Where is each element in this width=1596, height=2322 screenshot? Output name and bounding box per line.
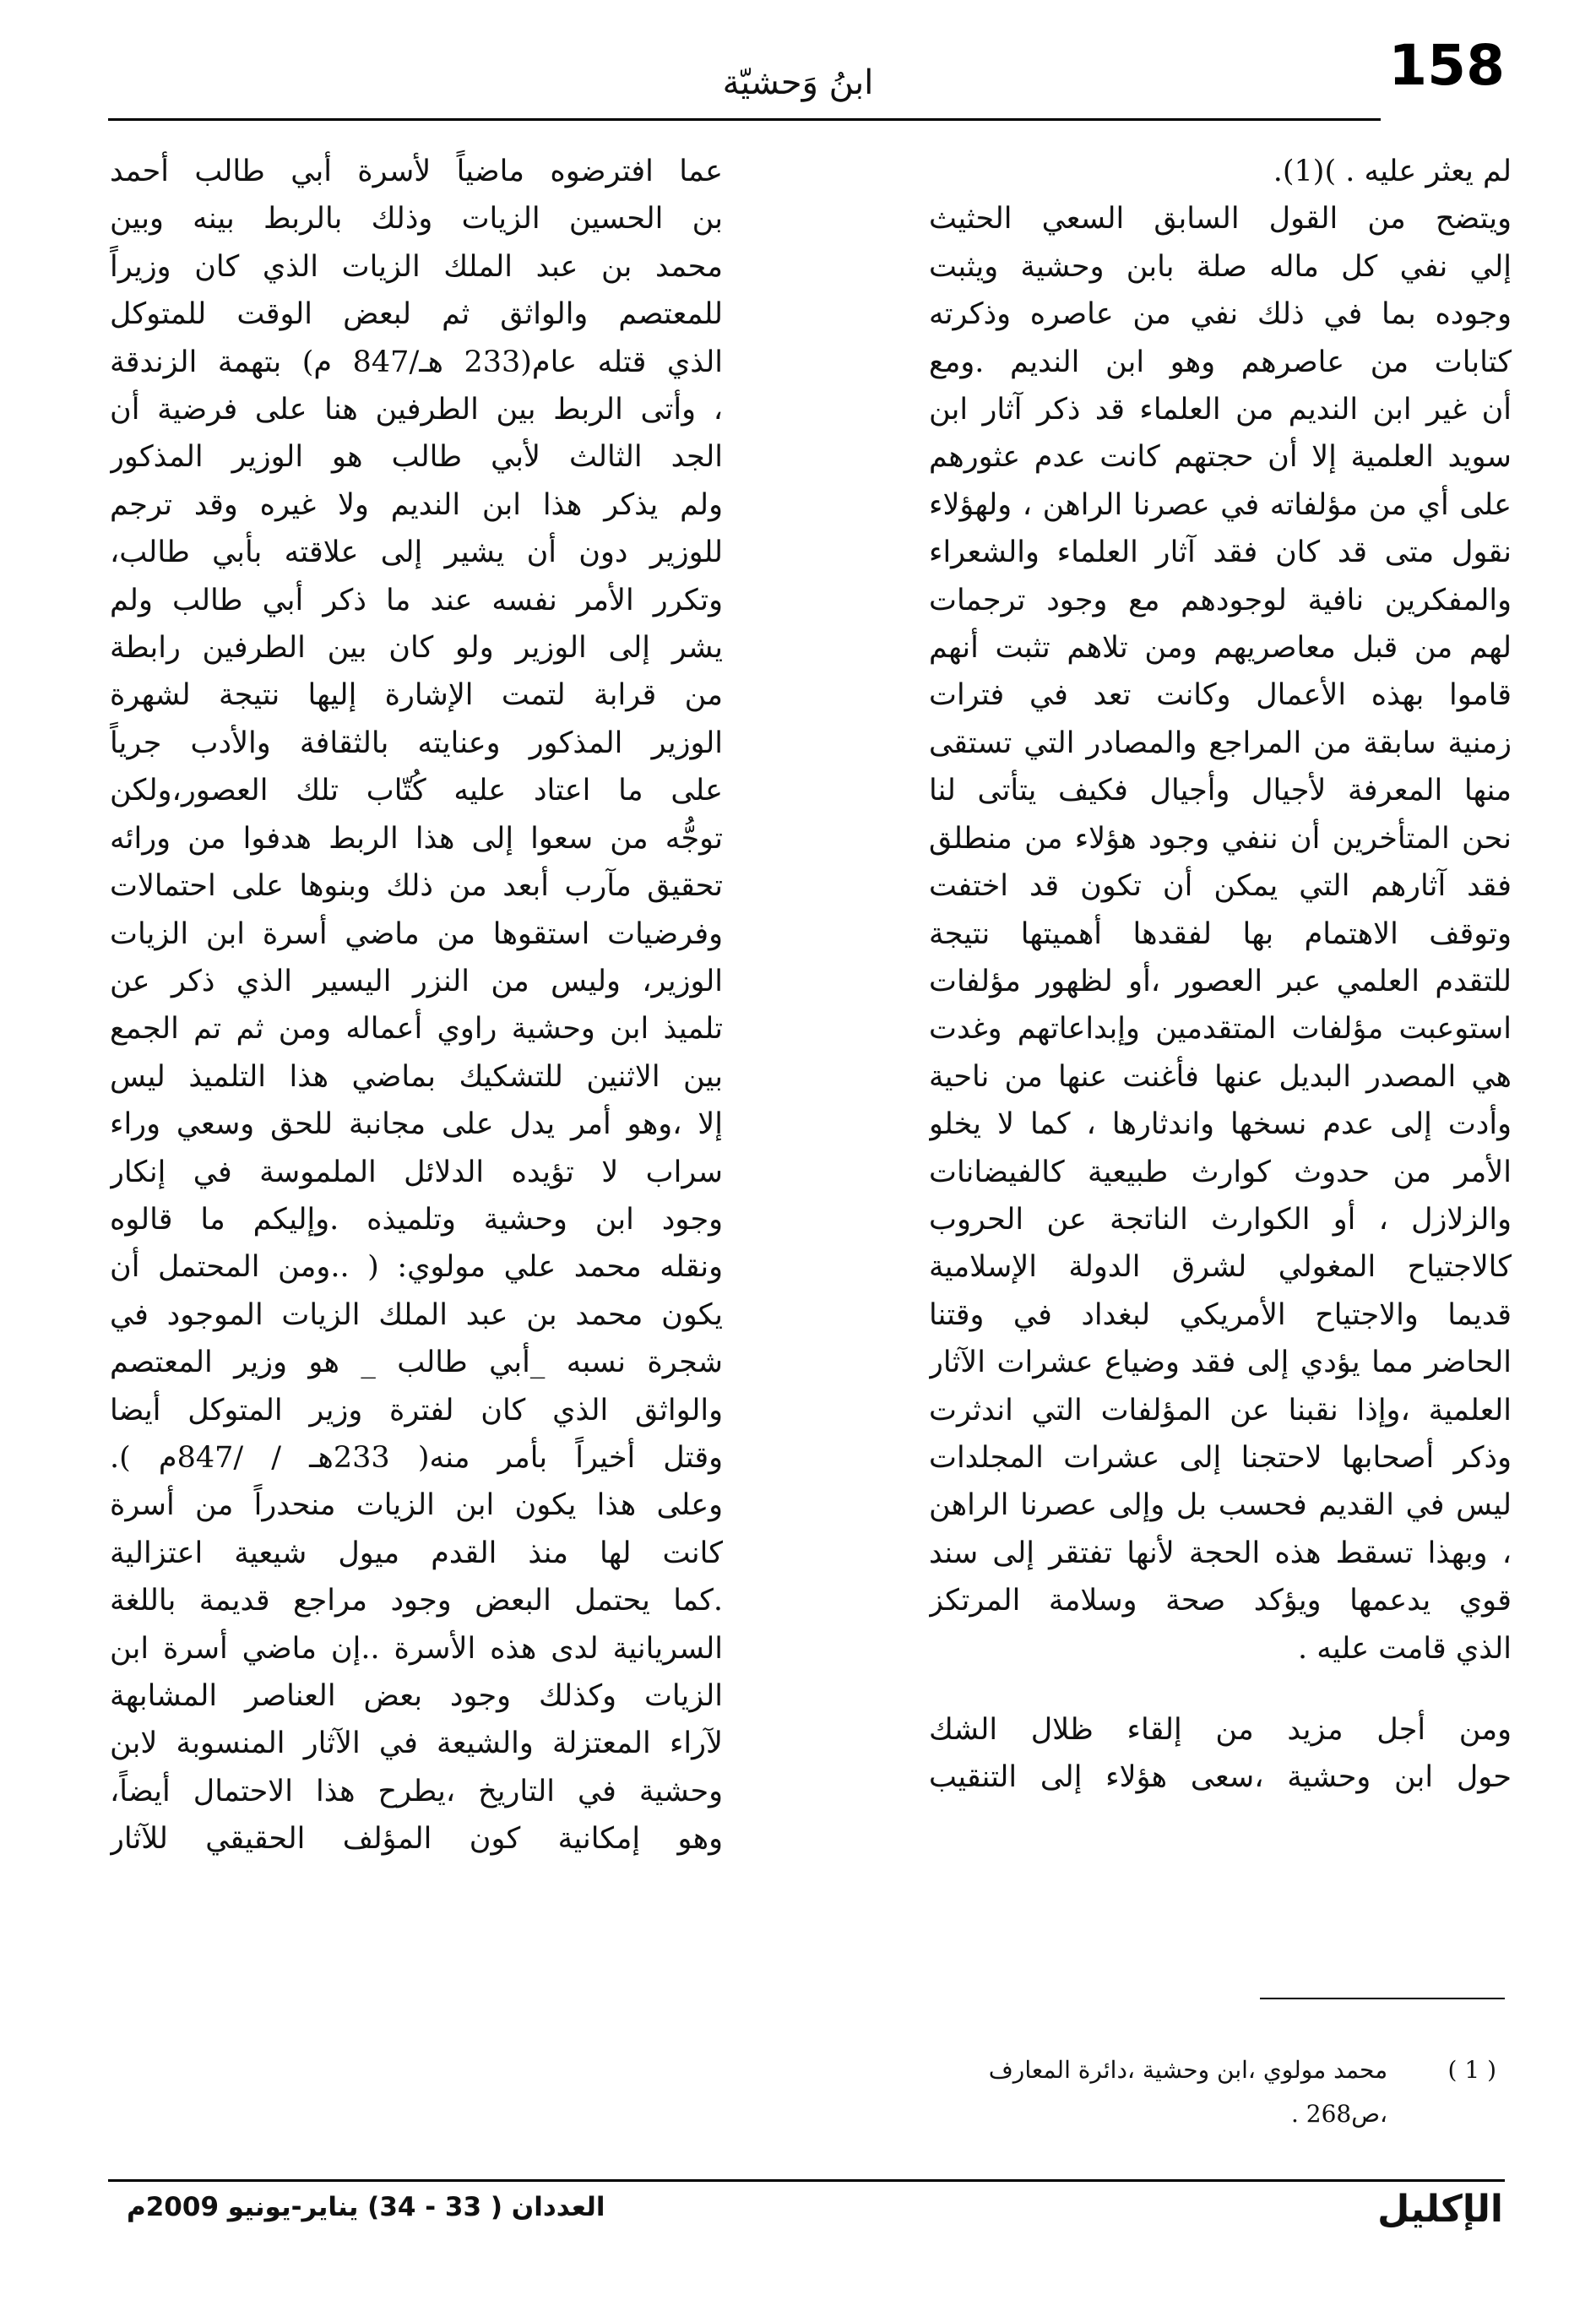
- text-line: للوزير دون أن يشير إلى علاقته بأبي طالب،: [110, 536, 723, 570]
- text-line: ولم يذكر هذا ابن النديم ولا غيره وقد ترجم: [110, 487, 723, 522]
- issue-info: العددان ( 33 - 34) يناير-يونيو 2009م: [127, 2192, 605, 2222]
- footnote-line: [770, 2048, 1496, 2092]
- text-line: ليس في القديم فحسب بل وإلى عصرنا الراهن: [929, 1488, 1512, 1523]
- text-line: قوي يدعمها ويؤكد صحة وسلامة المرتكز: [929, 1584, 1512, 1618]
- text-line: يشر إلى الوزير ولو كان بين الطرفين رابطة: [110, 631, 723, 666]
- text-line: زمنية سابقة من المراجع والمصادر التي تستقى: [929, 726, 1512, 760]
- text-line: والمفكرين نافية لوجودهم مع وجود ترجمات: [929, 583, 1512, 617]
- text-line: بن الحسين الزيات وذلك بالربط بينه وبين: [110, 202, 723, 237]
- text-line: الوزير المذكور وعنايته بالثقافة والأدب جرياً: [110, 726, 723, 760]
- text-line: وجود ابن وحشية وتلميذه .وإليكم ما قالوه: [110, 1202, 723, 1237]
- text-line: إلا ،وهو أمر يدل على مجانبة للحق وسعي وراء: [110, 1107, 723, 1142]
- text-line: سويد العلمية إلا أن حجتهم كانت عدم عثورهم: [929, 440, 1512, 475]
- text-line: الجد الثالث لأبي طالب هو الوزير المذكور: [110, 440, 723, 475]
- text-line: تحقيق مآرب أبعد من ذلك وبنوها على احتمالات: [110, 869, 723, 904]
- footnote-text: ،ص268 .: [1290, 2100, 1388, 2128]
- header-divider: [108, 118, 1381, 121]
- text-line: الزيات وكذلك وجود بعض العناصر المشابهة: [110, 1679, 723, 1713]
- text-line: شجرة نسبه _أبي طالب _ هو وزير المعتصم: [110, 1346, 723, 1380]
- text-line: محمد بن عبد الملك الزيات الذي كان وزيراً: [110, 249, 723, 284]
- text-line: وتكرر الأمر نفسه عند ما ذكر أبي طالب ولم: [110, 583, 723, 617]
- text-line: للمعتصم والواثق ثم لبعض الوقت للمتوكل: [110, 297, 723, 332]
- text-line: تلميذ ابن وحشية راوي أعماله ومن ثم تم الجمع: [110, 1012, 723, 1047]
- text-line: والزلازل ، أو الكوارث الناتجة عن الحروب: [929, 1202, 1512, 1237]
- text-line: حول ابن وحشية ،سعى هؤلاء إلى التنقيب: [929, 1760, 1512, 1795]
- text-line: استوعبت مؤلفات المتقدمين وإبداعاتهم وغدت: [929, 1012, 1512, 1047]
- text-line: وحشية في التاريخ ،يطرح هذا الاحتمال أيضاً،: [110, 1774, 723, 1808]
- text-line: بين الاثنين للتشكيك بماضي هذا التلميذ ليس: [110, 1059, 723, 1094]
- text-line: قاموا بهذه الأعمال وكانت تعد في فترات: [929, 678, 1512, 713]
- text-line: على أي من مؤلفاته في عصرنا الراهن ، ولهؤلاء: [929, 487, 1512, 522]
- text-line: نقول متى قد كان فقد آثار العلماء والشعراء: [929, 536, 1512, 570]
- page-number: 158: [1388, 33, 1505, 98]
- text-line: وتوقف الاهتمام بها لفقدها أهميتها نتيجة: [929, 916, 1512, 951]
- text-line: العلمية ،وإذا نقبنا عن المؤلفات التي اندثرت: [929, 1393, 1512, 1427]
- text-line: الذي قامت عليه .: [1298, 1631, 1512, 1666]
- text-line: السريانية لدى هذه الأسرة ..إن ماضي أسرة ابن: [110, 1631, 723, 1666]
- text-line: كانت لها منذ القدم ميول شيعية اعتزالية: [110, 1536, 723, 1570]
- text-line: وأدت إلى عدم نسخها واندثارها ، كما لا يخلو: [929, 1107, 1512, 1142]
- text-column-right: [929, 148, 1512, 1802]
- text-line: وقتل أخيراً بأمر منه( 233هـ / /847م ).: [110, 1440, 723, 1475]
- footnote-text: محمد مولوي ،ابن وحشية ،دائرة المعارف: [988, 2056, 1388, 2084]
- text-line: من قرابة لتمت الإشارة إليها نتيجة لشهرة: [110, 678, 723, 713]
- footnote-line: [770, 2092, 1496, 2136]
- text-line: كالاجتياح المغولي لشرق الدولة الإسلامية: [929, 1250, 1512, 1285]
- text-line: يكون محمد بن عبد الملك الزيات الموجود في: [110, 1297, 723, 1332]
- text-line: الحاضر مما يؤدي إلى فقد وضياع عشرات الآثار: [929, 1346, 1512, 1380]
- text-line: نحن المتأخرين أن ننفي وجود هؤلاء من منطلق: [929, 821, 1512, 856]
- text-column-left: [110, 148, 723, 1863]
- text-line: فقد آثارهم التي يمكن أن تكون قد اختفت: [929, 869, 1512, 904]
- text-line: سراب لا تؤيده الدلائل الملموسة في إنكار: [110, 1155, 723, 1189]
- footnote: [770, 2048, 1496, 2136]
- text-line: الوزير، وليس من النزر اليسير الذي ذكر عن: [110, 964, 723, 998]
- text-line: عما افترضوه ماضياً لأسرة أبي طالب أحمد: [110, 155, 723, 188]
- text-line: على ما اعتاد عليه كُتّاب تلك العصور،ولكن: [110, 774, 723, 808]
- text-line: الأمر من حدوث كوارث طبيعية كالفيضانات: [929, 1155, 1512, 1189]
- footnote-divider: [1260, 1998, 1505, 1999]
- text-line: ويتضح من القول السابق السعي الحثيث: [929, 202, 1512, 237]
- footnote-number: ( 1 ): [1447, 2056, 1496, 2084]
- text-line: ونقله محمد علي مولوي: ( ..ومن المحتمل أن: [110, 1250, 723, 1285]
- text-line: توجُّه من سعوا إلى هذا الربط هدفوا من ورائه: [110, 821, 723, 856]
- text-line: لهم من قبل معاصريهم ومن تلاهم تثبت أنهم: [929, 631, 1512, 666]
- running-title: ابنُ وَحشيّة: [722, 63, 874, 102]
- text-line: ، وأتى الربط بين الطرفين هنا على فرضية أن: [110, 393, 723, 427]
- text-line: لآراء المعتزلة والشيعة في الآثار المنسوبة لابن: [110, 1727, 723, 1761]
- text-line: لم يعثر عليه . )(1).: [1273, 155, 1512, 188]
- text-line: كتابات من عاصرهم وهو ابن النديم .ومع: [929, 345, 1512, 379]
- text-line: وهو إمكانية كون المؤلف الحقيقي للآثار: [110, 1822, 723, 1857]
- text-line: هي المصدر البديل عنها فأغنت عنها من ناحية: [929, 1059, 1512, 1094]
- text-line: وعلى هذا يكون ابن الزيات منحدراً من أسرة: [110, 1488, 723, 1523]
- text-line: والواثق الذي كان لفترة وزير المتوكل أيضا: [110, 1393, 723, 1427]
- text-line: قديما والاجتياح الأمريكي لبغداد في وقتنا: [929, 1297, 1512, 1332]
- text-line: ، وبهذا تسقط هذه الحجة لأنها تفتقر إلى سند: [929, 1536, 1512, 1570]
- text-line: أن غير ابن النديم من العلماء قد ذكر آثار ابن: [929, 393, 1512, 427]
- text-line: إلي نفي كل ماله صلة بابن وحشية ويثبت: [929, 249, 1512, 284]
- paragraph-gap: [929, 1672, 1512, 1706]
- text-line: .كما يحتمل البعض وجود مراجع قديمة باللغة: [110, 1584, 723, 1618]
- footer-divider: [108, 2179, 1505, 2182]
- text-line: ومن أجل مزيد من إلقاء ظلال الشك: [929, 1713, 1512, 1747]
- journal-logo: الإكليل: [1377, 2188, 1503, 2231]
- text-line: للتقدم العلمي عبر العصور ،أو لظهور مؤلفات: [929, 964, 1512, 998]
- text-line: وجوده بما في ذلك نفي من عاصره وذكرته: [929, 297, 1512, 332]
- text-line: وذكر أصحابها لاحتجنا إلى عشرات المجلدات: [929, 1440, 1512, 1475]
- text-line: الذي قتله عام(233 هـ/847 م) بتهمة الزندقة: [110, 345, 723, 379]
- text-line: منها المعرفة لأجيال وأجيال فكيف يتأتى لنا: [929, 774, 1512, 808]
- text-line: وفرضيات استقوها من ماضي أسرة ابن الزيات: [110, 916, 723, 951]
